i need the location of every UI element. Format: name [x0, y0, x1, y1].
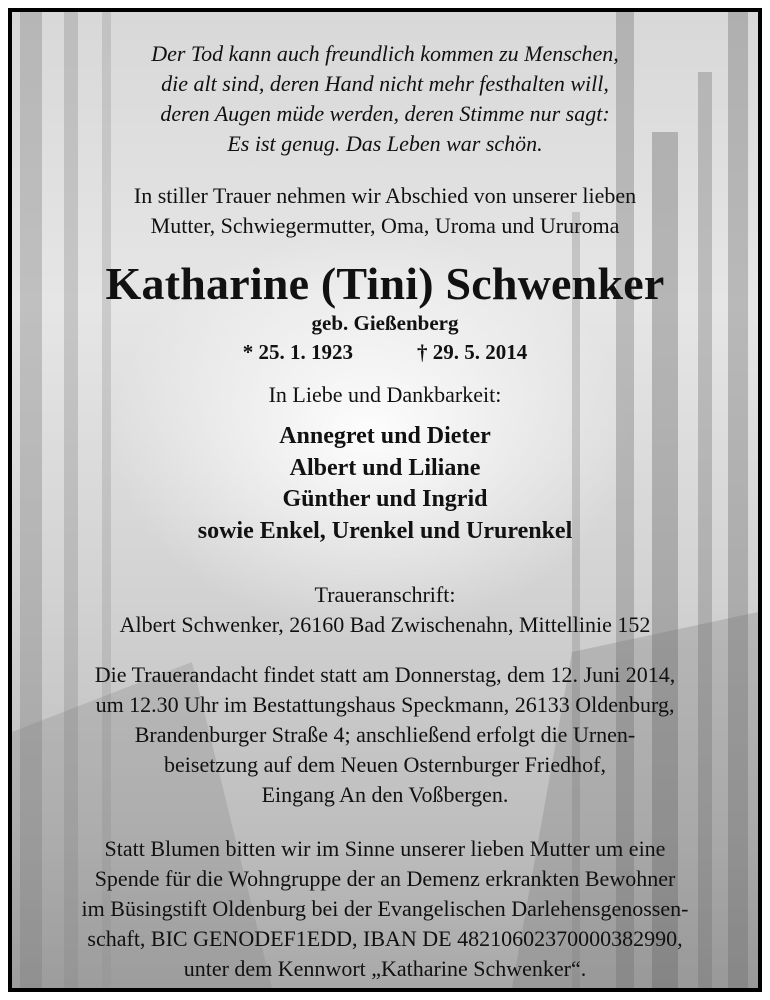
donation-line: schaft, BIC GENODEF1EDD, IBAN DE 48210602370000382990,	[87, 926, 683, 951]
donation-line: Spende für die Wohngruppe der an Demenz erkrankten Bewohner	[94, 866, 676, 891]
address-text: Albert Schwenker, 26160 Bad Zwischenahn, Mittellinie 152	[119, 612, 651, 637]
poem	[12, 12, 758, 159]
donation-line: Statt Blumen bitten wir im Sinne unserer lieben Mutter um eine	[104, 836, 666, 861]
intro-text	[12, 181, 758, 241]
family-member: sowie Enkel, Urenkel und Ururenkel	[197, 517, 573, 544]
obituary-notice	[8, 8, 762, 992]
poem-line: deren Augen müde werden, deren Stimme nur sagt:	[160, 101, 610, 126]
service-line: beisetzung auf dem Neuen Osternburger Friedhof,	[164, 752, 606, 777]
intro-line: In stiller Trauer nehmen wir Abschied von unserer lieben	[133, 183, 637, 208]
deceased-name: Katharine (Tini) Schwenker	[105, 258, 665, 309]
service-info	[12, 660, 758, 810]
poem-line: Es ist genug. Das Leben war schön.	[227, 131, 543, 156]
service-line: um 12.30 Uhr im Bestattungshaus Speckmann, 26133 Oldenburg,	[95, 692, 675, 717]
service-line: Die Trauerandacht findet statt am Donnerstag, dem 12. Juni 2014,	[94, 662, 676, 687]
donation-line: im Büsingstift Oldenburg bei der Evangelischen Darlehensgenossen-	[81, 896, 689, 921]
service-line: Brandenburger Straße 4; anschließend erfolgt die Urnen-	[134, 722, 636, 747]
maiden-name: geb. Gießenberg	[311, 311, 459, 335]
family-member: Albert und Liliane	[289, 454, 481, 481]
life-dates	[12, 338, 758, 366]
address-label: Traueranschrift:	[314, 582, 456, 607]
poem-line: Der Tod kann auch freundlich kommen zu Menschen,	[151, 41, 619, 66]
donation-line: unter dem Kennwort „Katharine Schwenker“.	[183, 956, 587, 981]
service-line: Eingang An den Voßbergen.	[261, 782, 509, 807]
death-date: † 29. 5. 2014	[417, 340, 528, 364]
family-list	[12, 421, 758, 547]
intro-line: Mutter, Schwiegermutter, Oma, Uroma und Ururoma	[150, 213, 620, 238]
donation-info	[12, 834, 758, 984]
family-member: Günther und Ingrid	[282, 486, 488, 512]
family-member: Annegret und Dieter	[279, 423, 491, 449]
birth-date: * 25. 1. 1923	[242, 340, 353, 364]
thanks-line: In Liebe und Dankbarkeit:	[268, 382, 502, 407]
poem-line: die alt sind, deren Hand nicht mehr festhalten will,	[161, 71, 609, 96]
notice-content	[12, 12, 758, 984]
